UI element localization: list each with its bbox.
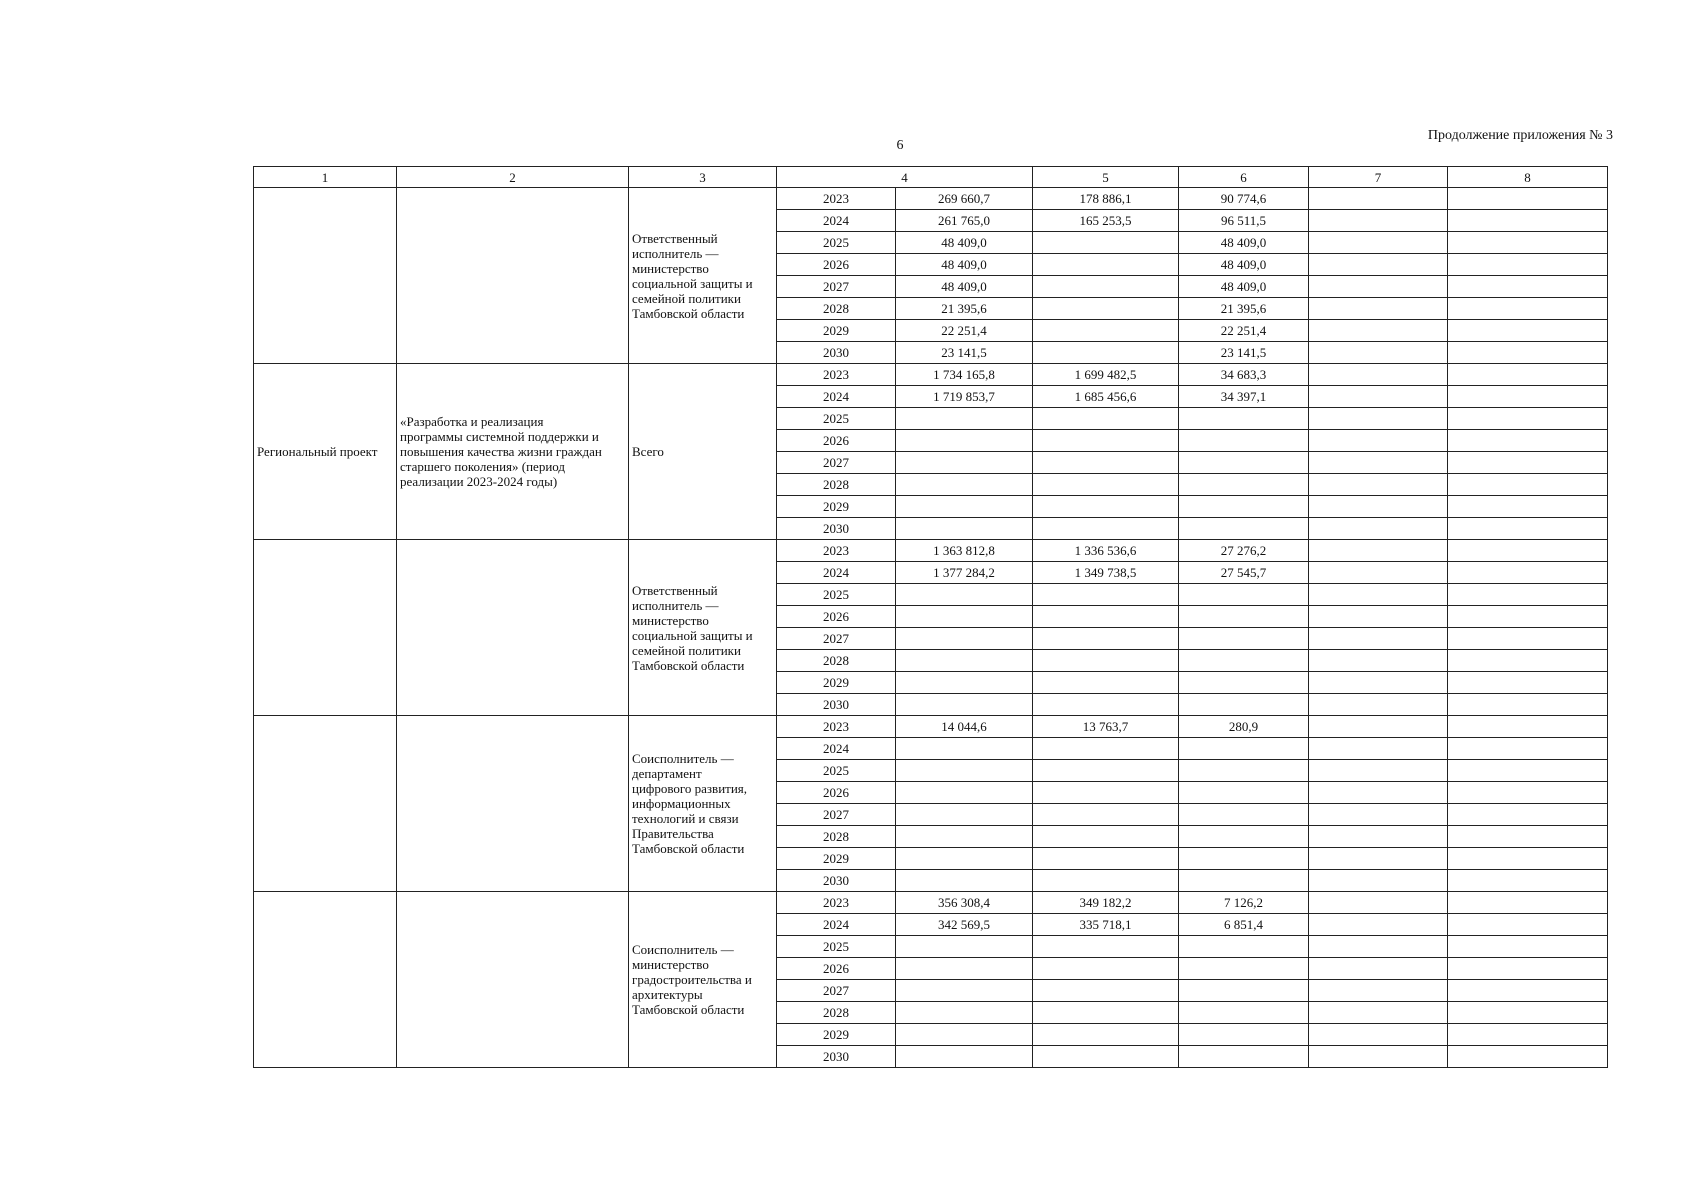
column-header: 8 [1448,167,1608,188]
col7-cell [1309,628,1448,650]
col6-cell [1179,430,1309,452]
executor-cell: Соисполнитель — департамент цифрового развития, информационных технологий и связи Правительства Тамбовской области [629,716,777,892]
col8-cell [1448,936,1608,958]
col5-cell [1033,276,1179,298]
total-cell [896,738,1033,760]
total-cell [896,936,1033,958]
project-name-cell: «Разработка и реализация программы системной поддержки и повышения качества жизни граждан старшего поколения» (период реализации 2023-2024 годы) [397,364,629,540]
col6-cell [1179,826,1309,848]
col5-cell [1033,826,1179,848]
budget-table [253,166,1608,1068]
col5-cell [1033,782,1179,804]
total-cell: 1 734 165,8 [896,364,1033,386]
year-cell: 2028 [777,474,896,496]
year-cell: 2025 [777,760,896,782]
col5-cell: 178 886,1 [1033,188,1179,210]
col6-cell [1179,496,1309,518]
year-cell: 2026 [777,254,896,276]
col7-cell [1309,320,1448,342]
col6-cell [1179,804,1309,826]
total-cell [896,870,1033,892]
total-cell [896,804,1033,826]
total-cell [896,518,1033,540]
col6-cell: 48 409,0 [1179,276,1309,298]
col7-cell [1309,1024,1448,1046]
total-cell [896,980,1033,1002]
total-cell: 48 409,0 [896,276,1033,298]
table-row [254,892,1608,914]
col5-cell: 1 685 456,6 [1033,386,1179,408]
year-cell: 2025 [777,936,896,958]
col8-cell [1448,804,1608,826]
col7-cell [1309,364,1448,386]
column-header: 1 [254,167,397,188]
col7-cell [1309,474,1448,496]
col7-cell [1309,276,1448,298]
col6-cell: 34 397,1 [1179,386,1309,408]
col7-cell [1309,342,1448,364]
year-cell: 2023 [777,892,896,914]
col6-cell [1179,584,1309,606]
col7-cell [1309,1002,1448,1024]
col5-cell [1033,298,1179,320]
total-cell [896,430,1033,452]
year-cell: 2024 [777,738,896,760]
total-cell [896,694,1033,716]
year-cell: 2027 [777,980,896,1002]
col7-cell [1309,650,1448,672]
year-cell: 2027 [777,628,896,650]
year-cell: 2023 [777,540,896,562]
total-cell: 1 719 853,7 [896,386,1033,408]
col6-cell: 280,9 [1179,716,1309,738]
total-cell: 269 660,7 [896,188,1033,210]
continuation-title: Продолжение приложения № 3 [1427,128,1613,143]
col5-cell [1033,584,1179,606]
year-cell: 2025 [777,408,896,430]
col6-cell [1179,628,1309,650]
col5-cell: 13 763,7 [1033,716,1179,738]
year-cell: 2030 [777,694,896,716]
col8-cell [1448,870,1608,892]
col8-cell [1448,320,1608,342]
col5-cell [1033,1046,1179,1068]
total-cell [896,782,1033,804]
col6-cell [1179,936,1309,958]
col7-cell [1309,298,1448,320]
col7-cell [1309,188,1448,210]
executor-cell: Соисполнитель — министерство градостроительства и архитектуры Тамбовской области [629,892,777,1068]
col7-cell [1309,716,1448,738]
col6-cell [1179,452,1309,474]
total-cell [896,650,1033,672]
column-header: 7 [1309,167,1448,188]
col8-cell [1448,782,1608,804]
year-cell: 2026 [777,430,896,452]
col8-cell [1448,584,1608,606]
col5-cell [1033,496,1179,518]
col6-cell: 21 395,6 [1179,298,1309,320]
col7-cell [1309,804,1448,826]
col8-cell [1448,738,1608,760]
col5-cell [1033,254,1179,276]
col5-cell [1033,694,1179,716]
total-cell [896,958,1033,980]
col5-cell [1033,936,1179,958]
project-name-cell [397,188,629,364]
col8-cell [1448,760,1608,782]
column-header: 6 [1179,167,1309,188]
col5-cell [1033,628,1179,650]
col5-cell [1033,804,1179,826]
col6-cell [1179,606,1309,628]
year-cell: 2025 [777,584,896,606]
col6-cell [1179,760,1309,782]
col6-cell [1179,870,1309,892]
total-cell [896,672,1033,694]
col5-cell [1033,430,1179,452]
total-cell [896,826,1033,848]
col5-cell [1033,452,1179,474]
col7-cell [1309,782,1448,804]
col5-cell: 335 718,1 [1033,914,1179,936]
total-cell: 22 251,4 [896,320,1033,342]
col8-cell [1448,386,1608,408]
year-cell: 2024 [777,562,896,584]
col5-cell [1033,342,1179,364]
column-number-row [254,167,1608,188]
year-cell: 2028 [777,298,896,320]
col6-cell [1179,1046,1309,1068]
col6-cell: 23 141,5 [1179,342,1309,364]
col8-cell [1448,1002,1608,1024]
col6-cell: 27 276,2 [1179,540,1309,562]
col7-cell [1309,408,1448,430]
col8-cell [1448,474,1608,496]
col7-cell [1309,760,1448,782]
year-cell: 2024 [777,914,896,936]
column-header: 2 [397,167,629,188]
col8-cell [1448,364,1608,386]
col7-cell [1309,672,1448,694]
col6-cell: 48 409,0 [1179,254,1309,276]
col6-cell [1179,650,1309,672]
col8-cell [1448,518,1608,540]
year-cell: 2026 [777,958,896,980]
col6-cell [1179,848,1309,870]
col8-cell [1448,232,1608,254]
year-cell: 2029 [777,496,896,518]
year-cell: 2030 [777,342,896,364]
total-cell: 261 765,0 [896,210,1033,232]
col5-cell [1033,606,1179,628]
col5-cell [1033,738,1179,760]
year-cell: 2024 [777,386,896,408]
total-cell: 342 569,5 [896,914,1033,936]
col8-cell [1448,254,1608,276]
col5-cell [1033,518,1179,540]
col7-cell [1309,870,1448,892]
total-cell: 48 409,0 [896,232,1033,254]
year-cell: 2029 [777,1024,896,1046]
year-cell: 2030 [777,870,896,892]
project-name-cell [397,540,629,716]
category-cell [254,716,397,892]
col8-cell [1448,716,1608,738]
total-cell [896,848,1033,870]
col7-cell [1309,1046,1448,1068]
col5-cell [1033,760,1179,782]
year-cell: 2024 [777,210,896,232]
col5-cell [1033,848,1179,870]
col7-cell [1309,738,1448,760]
total-cell [896,760,1033,782]
col8-cell [1448,408,1608,430]
year-cell: 2027 [777,452,896,474]
col5-cell [1033,980,1179,1002]
col6-cell [1179,738,1309,760]
total-cell [896,628,1033,650]
col6-cell [1179,518,1309,540]
total-cell [896,496,1033,518]
col7-cell [1309,540,1448,562]
col6-cell: 22 251,4 [1179,320,1309,342]
col7-cell [1309,694,1448,716]
category-cell: Региональный проект [254,364,397,540]
col6-cell [1179,1002,1309,1024]
col6-cell: 34 683,3 [1179,364,1309,386]
year-cell: 2028 [777,650,896,672]
category-cell [254,188,397,364]
table-row [254,364,1608,386]
col7-cell [1309,452,1448,474]
total-cell: 1 377 284,2 [896,562,1033,584]
col5-cell [1033,320,1179,342]
col5-cell: 165 253,5 [1033,210,1179,232]
col6-cell [1179,1024,1309,1046]
col8-cell [1448,958,1608,980]
total-cell [896,474,1033,496]
col6-cell [1179,672,1309,694]
year-cell: 2028 [777,1002,896,1024]
col8-cell [1448,672,1608,694]
year-cell: 2023 [777,364,896,386]
col5-cell [1033,958,1179,980]
year-cell: 2026 [777,606,896,628]
col8-cell [1448,1024,1608,1046]
year-cell: 2023 [777,188,896,210]
col7-cell [1309,518,1448,540]
col7-cell [1309,980,1448,1002]
col5-cell [1033,408,1179,430]
year-cell: 2029 [777,848,896,870]
total-cell [896,408,1033,430]
year-cell: 2029 [777,320,896,342]
col7-cell [1309,584,1448,606]
col8-cell [1448,694,1608,716]
col8-cell [1448,452,1608,474]
col6-cell: 27 545,7 [1179,562,1309,584]
executor-cell: Всего [629,364,777,540]
col8-cell [1448,650,1608,672]
total-cell [896,1024,1033,1046]
col8-cell [1448,606,1608,628]
column-header: 5 [1033,167,1179,188]
year-cell: 2028 [777,826,896,848]
col6-cell: 90 774,6 [1179,188,1309,210]
total-cell: 356 308,4 [896,892,1033,914]
col8-cell [1448,980,1608,1002]
col8-cell [1448,496,1608,518]
year-cell: 2027 [777,804,896,826]
col8-cell [1448,628,1608,650]
col7-cell [1309,848,1448,870]
total-cell [896,606,1033,628]
table-row [254,716,1608,738]
col5-cell: 1 699 482,5 [1033,364,1179,386]
col7-cell [1309,892,1448,914]
col7-cell [1309,826,1448,848]
year-cell: 2030 [777,1046,896,1068]
col8-cell [1448,430,1608,452]
col8-cell [1448,848,1608,870]
total-cell [896,1046,1033,1068]
col8-cell [1448,914,1608,936]
executor-cell: Ответственный исполнитель — министерство социальной защиты и семейной политики Тамбовской области [629,188,777,364]
col7-cell [1309,936,1448,958]
column-header: 4 [777,167,1033,188]
col7-cell [1309,914,1448,936]
category-cell [254,892,397,1068]
table-row [254,540,1608,562]
table-body [254,188,1608,1068]
col5-cell [1033,1024,1179,1046]
col8-cell [1448,826,1608,848]
col5-cell [1033,870,1179,892]
col7-cell [1309,430,1448,452]
col5-cell [1033,650,1179,672]
col6-cell [1179,980,1309,1002]
project-name-cell [397,892,629,1068]
total-cell [896,1002,1033,1024]
total-cell: 14 044,6 [896,716,1033,738]
year-cell: 2027 [777,276,896,298]
year-cell: 2023 [777,716,896,738]
col8-cell [1448,210,1608,232]
col6-cell [1179,694,1309,716]
col7-cell [1309,562,1448,584]
col6-cell: 48 409,0 [1179,232,1309,254]
year-cell: 2026 [777,782,896,804]
col6-cell [1179,474,1309,496]
page-number: 6 [896,138,904,153]
project-name-cell [397,716,629,892]
col5-cell [1033,672,1179,694]
total-cell [896,452,1033,474]
col8-cell [1448,298,1608,320]
col5-cell: 349 182,2 [1033,892,1179,914]
col7-cell [1309,210,1448,232]
col6-cell: 7 126,2 [1179,892,1309,914]
col7-cell [1309,606,1448,628]
col6-cell [1179,958,1309,980]
total-cell: 23 141,5 [896,342,1033,364]
total-cell: 1 363 812,8 [896,540,1033,562]
executor-cell: Ответственный исполнитель — министерство социальной защиты и семейной политики Тамбовской области [629,540,777,716]
col8-cell [1448,562,1608,584]
year-cell: 2029 [777,672,896,694]
col8-cell [1448,342,1608,364]
col5-cell [1033,232,1179,254]
col7-cell [1309,386,1448,408]
total-cell [896,584,1033,606]
total-cell: 21 395,6 [896,298,1033,320]
col5-cell [1033,474,1179,496]
total-cell: 48 409,0 [896,254,1033,276]
col7-cell [1309,496,1448,518]
col6-cell [1179,408,1309,430]
col7-cell [1309,232,1448,254]
year-cell: 2030 [777,518,896,540]
table-row [254,188,1608,210]
col8-cell [1448,188,1608,210]
col8-cell [1448,276,1608,298]
col6-cell: 6 851,4 [1179,914,1309,936]
col6-cell [1179,782,1309,804]
col5-cell: 1 336 536,6 [1033,540,1179,562]
col8-cell [1448,892,1608,914]
col7-cell [1309,958,1448,980]
year-cell: 2025 [777,232,896,254]
col5-cell: 1 349 738,5 [1033,562,1179,584]
col8-cell [1448,1046,1608,1068]
category-cell [254,540,397,716]
col8-cell [1448,540,1608,562]
col7-cell [1309,254,1448,276]
column-header: 3 [629,167,777,188]
col5-cell [1033,1002,1179,1024]
col6-cell: 96 511,5 [1179,210,1309,232]
